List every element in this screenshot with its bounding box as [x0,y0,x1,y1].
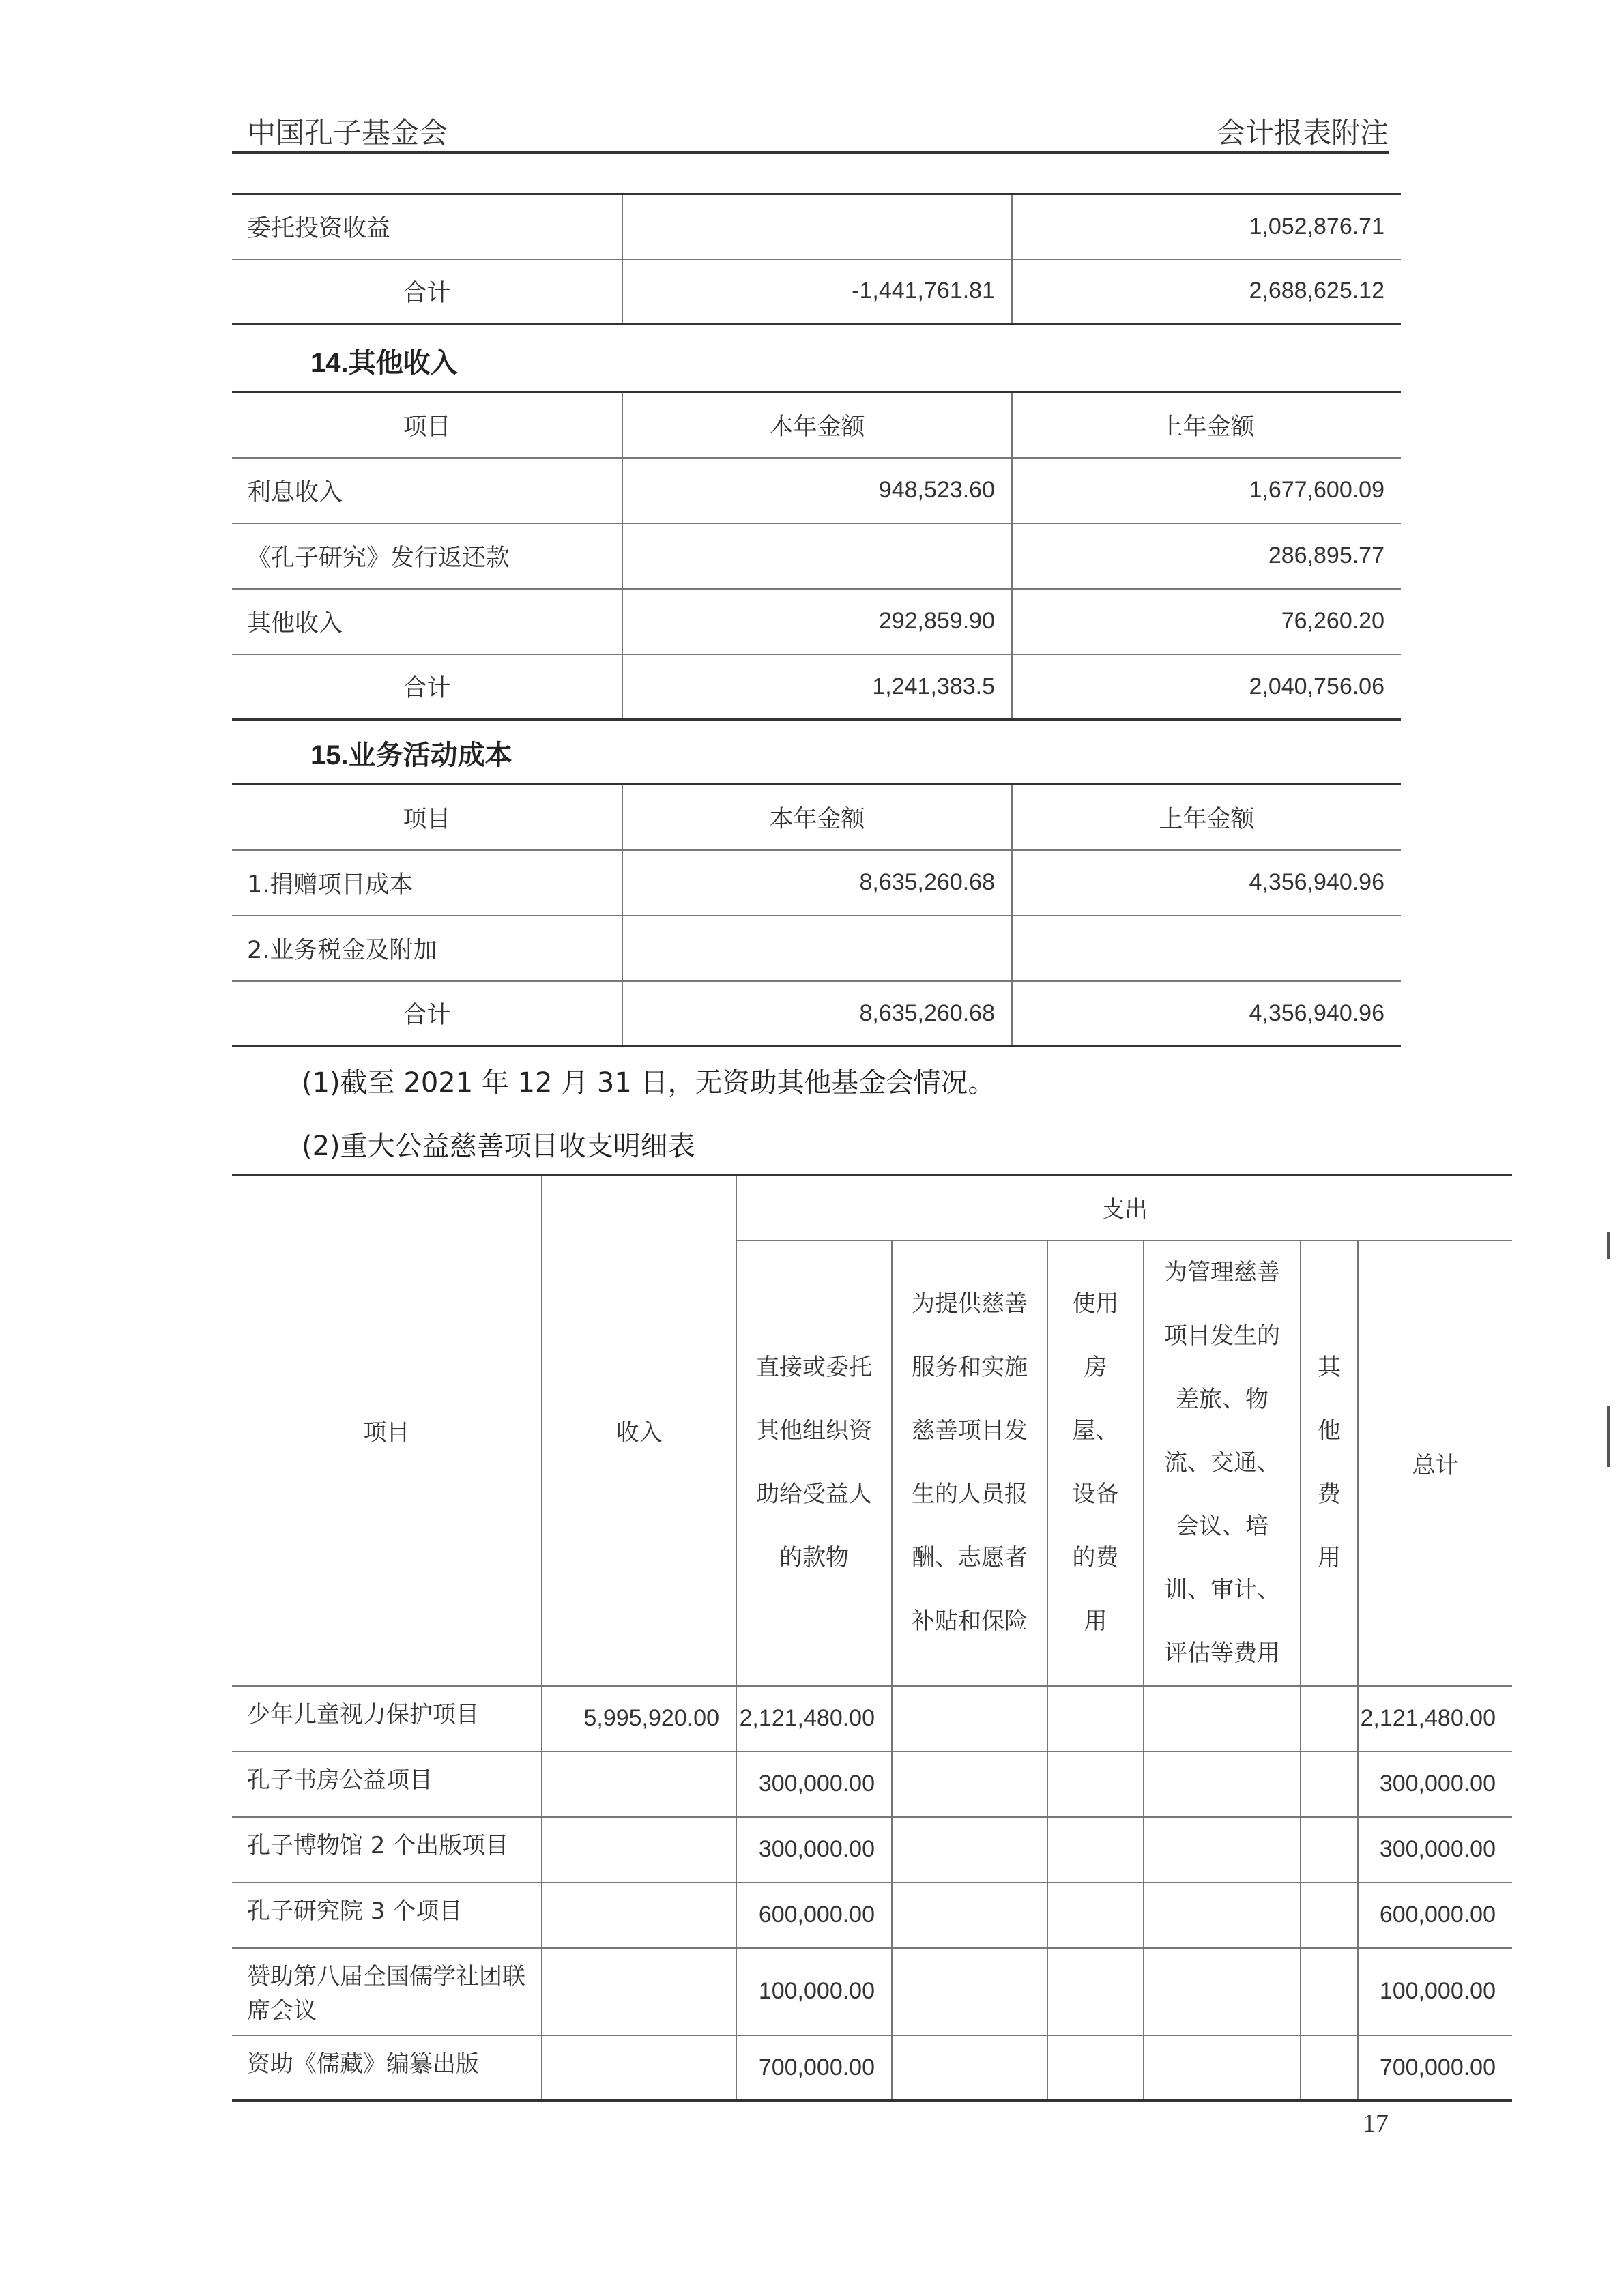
table-row [232,194,1401,259]
project-name: 赞助第八届全国儒学社团联席会议 [232,1948,542,2035]
table-row [232,1817,1512,1883]
total-label: 合计 [232,654,622,720]
col-header-admin: 为管理慈善项目发生的差旅、物流、交通、会议、培训、审计、评估等费用 [1144,1240,1301,1686]
prior-amount: 4,356,940.96 [1012,850,1401,916]
project-other [1301,1883,1358,1948]
project-total: 100,000.00 [1358,1948,1512,2035]
project-facility [1047,1752,1144,1817]
project-facility [1047,1686,1144,1752]
header-doc-title: 会计报表附注 [1216,116,1389,149]
col-header-personnel: 为提供慈善服务和实施慈善项目发生的人员报酬、志愿者补贴和保险 [892,1240,1047,1686]
col-header-total: 总计 [1358,1240,1512,1686]
row-label: 2.业务税金及附加 [232,916,622,981]
table-row [232,2035,1512,2101]
col-header-item: 项目 [232,785,622,850]
table-row [232,1948,1512,2035]
table-row [232,1883,1512,1948]
charity-project-detail-table [232,1174,1512,2102]
project-admin [1144,2035,1301,2101]
col-header-current: 本年金额 [622,392,1012,458]
total-label: 合计 [232,981,622,1047]
project-direct: 700,000.00 [736,2035,892,2101]
table-header-row [232,1175,1512,1240]
table-row-total [232,981,1401,1047]
current-amount: -1,441,761.81 [622,259,1012,324]
current-amount: 8,635,260.68 [622,850,1012,916]
prior-amount: 1,677,600.09 [1012,458,1401,523]
current-amount: 948,523.60 [622,458,1012,523]
project-total: 600,000.00 [1358,1883,1512,1948]
col-header-current: 本年金额 [622,785,1012,850]
current-amount: 1,241,383.5 [622,654,1012,720]
project-total: 700,000.00 [1358,2035,1512,2101]
project-income: 5,995,920.00 [542,1686,736,1752]
prior-amount: 76,260.20 [1012,589,1401,654]
project-facility [1047,1883,1144,1948]
project-admin [1144,1948,1301,2035]
project-income [542,1948,736,2035]
other-income-table [232,391,1401,721]
project-personnel [892,1817,1047,1883]
scan-artifact [1607,1232,1610,1259]
current-amount: 8,635,260.68 [622,981,1012,1047]
prior-amount: 4,356,940.96 [1012,981,1401,1047]
total-label: 合计 [232,259,622,324]
project-facility [1047,2035,1144,2101]
project-other [1301,1948,1358,2035]
project-facility [1047,1817,1144,1883]
row-label: 1.捐赠项目成本 [232,850,622,916]
note-detail-title: (2)重大公益慈善项目收支明细表 [302,1131,695,1162]
table-header-row [232,392,1401,458]
project-personnel [892,1948,1047,2035]
project-admin [1144,1752,1301,1817]
project-admin [1144,1883,1301,1948]
project-admin [1144,1686,1301,1752]
current-amount [622,916,1012,981]
project-admin [1144,1817,1301,1883]
col-header-facility: 使用房屋、设备的费用 [1047,1240,1144,1686]
table-row [232,589,1401,654]
project-income [542,2035,736,2101]
project-direct: 100,000.00 [736,1948,892,2035]
investment-income-table [232,193,1401,325]
project-income [542,1883,736,1948]
note-no-grants: (1)截至 2021 年 12 月 31 日，无资助其他基金会情况。 [302,1067,996,1099]
current-amount [622,523,1012,589]
project-name: 少年儿童视力保护项目 [232,1686,542,1752]
header-rule [232,151,1389,154]
project-other [1301,1752,1358,1817]
col-header-prior: 上年金额 [1012,392,1401,458]
table-header-row [232,785,1401,850]
section-15-title: 15.业务活动成本 [310,740,512,770]
col-header-item: 项目 [232,392,622,458]
scan-artifact [1607,1406,1610,1467]
project-other [1301,1686,1358,1752]
project-direct: 300,000.00 [736,1817,892,1883]
project-personnel [892,2035,1047,2101]
col-header-prior: 上年金额 [1012,785,1401,850]
table-row [232,1752,1512,1817]
section-14-title: 14.其他收入 [310,348,458,378]
row-label: 利息收入 [232,458,622,523]
col-header-expense: 支出 [736,1175,1512,1240]
project-facility [1047,1948,1144,2035]
table-row [232,458,1401,523]
project-direct: 600,000.00 [736,1883,892,1948]
project-other [1301,2035,1358,2101]
project-income [542,1817,736,1883]
project-total: 2,121,480.00 [1358,1686,1512,1752]
prior-amount: 1,052,876.71 [1012,194,1401,259]
prior-amount [1012,916,1401,981]
project-total: 300,000.00 [1358,1752,1512,1817]
table-row [232,850,1401,916]
project-personnel [892,1752,1047,1817]
table-row [232,916,1401,981]
table-row [232,523,1401,589]
row-label: 《孔子研究》发行返还款 [232,523,622,589]
project-direct: 2,121,480.00 [736,1686,892,1752]
col-header-income: 收入 [542,1175,736,1686]
header-org: 中国孔子基金会 [247,116,448,149]
project-name: 资助《儒藏》编纂出版 [232,2035,542,2101]
project-direct: 300,000.00 [736,1752,892,1817]
project-total: 300,000.00 [1358,1817,1512,1883]
page-number: 17 [1363,2109,1389,2138]
col-header-direct-grants: 直接或委托其他组织资助给受益人的款物 [736,1240,892,1686]
table-row-total [232,259,1401,324]
table-row-total [232,654,1401,720]
col-header-other: 其他费用 [1301,1240,1358,1686]
project-name: 孔子研究院 3 个项目 [232,1883,542,1948]
current-amount: 292,859.90 [622,589,1012,654]
col-header-item: 项目 [232,1175,542,1686]
prior-amount: 2,688,625.12 [1012,259,1401,324]
project-income [542,1752,736,1817]
business-cost-table [232,783,1401,1047]
row-label: 其他收入 [232,589,622,654]
project-name: 孔子书房公益项目 [232,1752,542,1817]
project-other [1301,1817,1358,1883]
prior-amount: 286,895.77 [1012,523,1401,589]
project-personnel [892,1883,1047,1948]
project-personnel [892,1686,1047,1752]
prior-amount: 2,040,756.06 [1012,654,1401,720]
project-name: 孔子博物馆 2 个出版项目 [232,1817,542,1883]
table-row [232,1686,1512,1752]
current-amount [622,194,1012,259]
row-label: 委托投资收益 [232,194,622,259]
